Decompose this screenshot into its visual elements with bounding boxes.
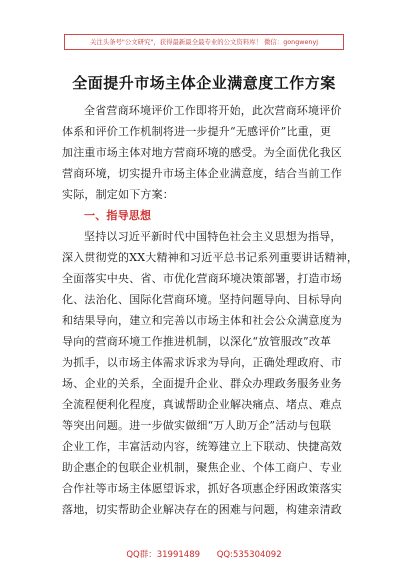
section-line: 等突出问题。进一步做实做细“万人助万企”活动与包联 [62, 419, 332, 432]
intro-line: 体系和评价工作机制将进一步提升“无感评价”比重，更 [62, 125, 332, 138]
section-line: 全流程便利化程度，真诚帮助企业解决痛点、堵点、难点 [62, 398, 342, 411]
document-title: 全面提升市场主体企业满意度工作方案 [72, 74, 336, 92]
section-line: 和结果导向，建立和完善以市场主体和社会公众满意度为 [62, 314, 342, 327]
intro-line: 全省营商环境评价工作即将开始，此次营商环境评价 [84, 104, 342, 117]
document-body [62, 100, 364, 520]
intro-line: 加注重市场主体对地方营商环境的感受。为全面优化我区 [62, 146, 342, 159]
section-line: 化、法治化、国际化营商环境。坚持问题导向、目标导向 [62, 293, 342, 306]
intro-line: 实际，制定如下方案： [62, 188, 174, 201]
section-line: 助企惠企的包联企业机制，聚焦企业、个体工商户、专业 [62, 461, 342, 474]
section-line: 落地，切实帮助企业解决存在的困难与问题，构建亲清政 [62, 503, 342, 516]
section-line: 合作社等市场主体愿望诉求，抓好各项惠企纾困政策落实 [62, 482, 342, 495]
promo-banner [64, 34, 344, 50]
section-heading-guiding-ideology: 一、指导思想 [84, 209, 152, 222]
intro-line: 营商环境，切实提升市场主体企业满意度，结合当前工作 [62, 167, 342, 180]
section-line: 坚持以习近平新时代中国特色社会主义思想为指导， [84, 230, 342, 243]
footer-contact: QQ群：31991489 QQ:535304092 [126, 550, 282, 560]
section-line: 全面落实中央、省、市优化营商环境决策部署，打造市场 [62, 272, 342, 285]
section-line: 深入贯彻党的XX大精神和习近平总书记系列重要讲话精神， [62, 251, 359, 264]
promo-banner-text: 关注头条号"公文研究"，获得最新最全最专业的公文资料库！ 微信：gongwenyj [89, 38, 319, 46]
section-line: 场、企业的关系，全面提升企业、群众办理政务服务业务 [62, 377, 342, 390]
section-line: 企业工作，丰富活动内容，统筹建立上下联动、快捷高效 [62, 440, 342, 453]
section-line: 为抓手，以市场主体需求诉求为导向，正确处理政府、市 [62, 356, 342, 369]
section-line: 导向的营商环境工作推进机制，以深化“放管服改”改革 [62, 335, 332, 348]
